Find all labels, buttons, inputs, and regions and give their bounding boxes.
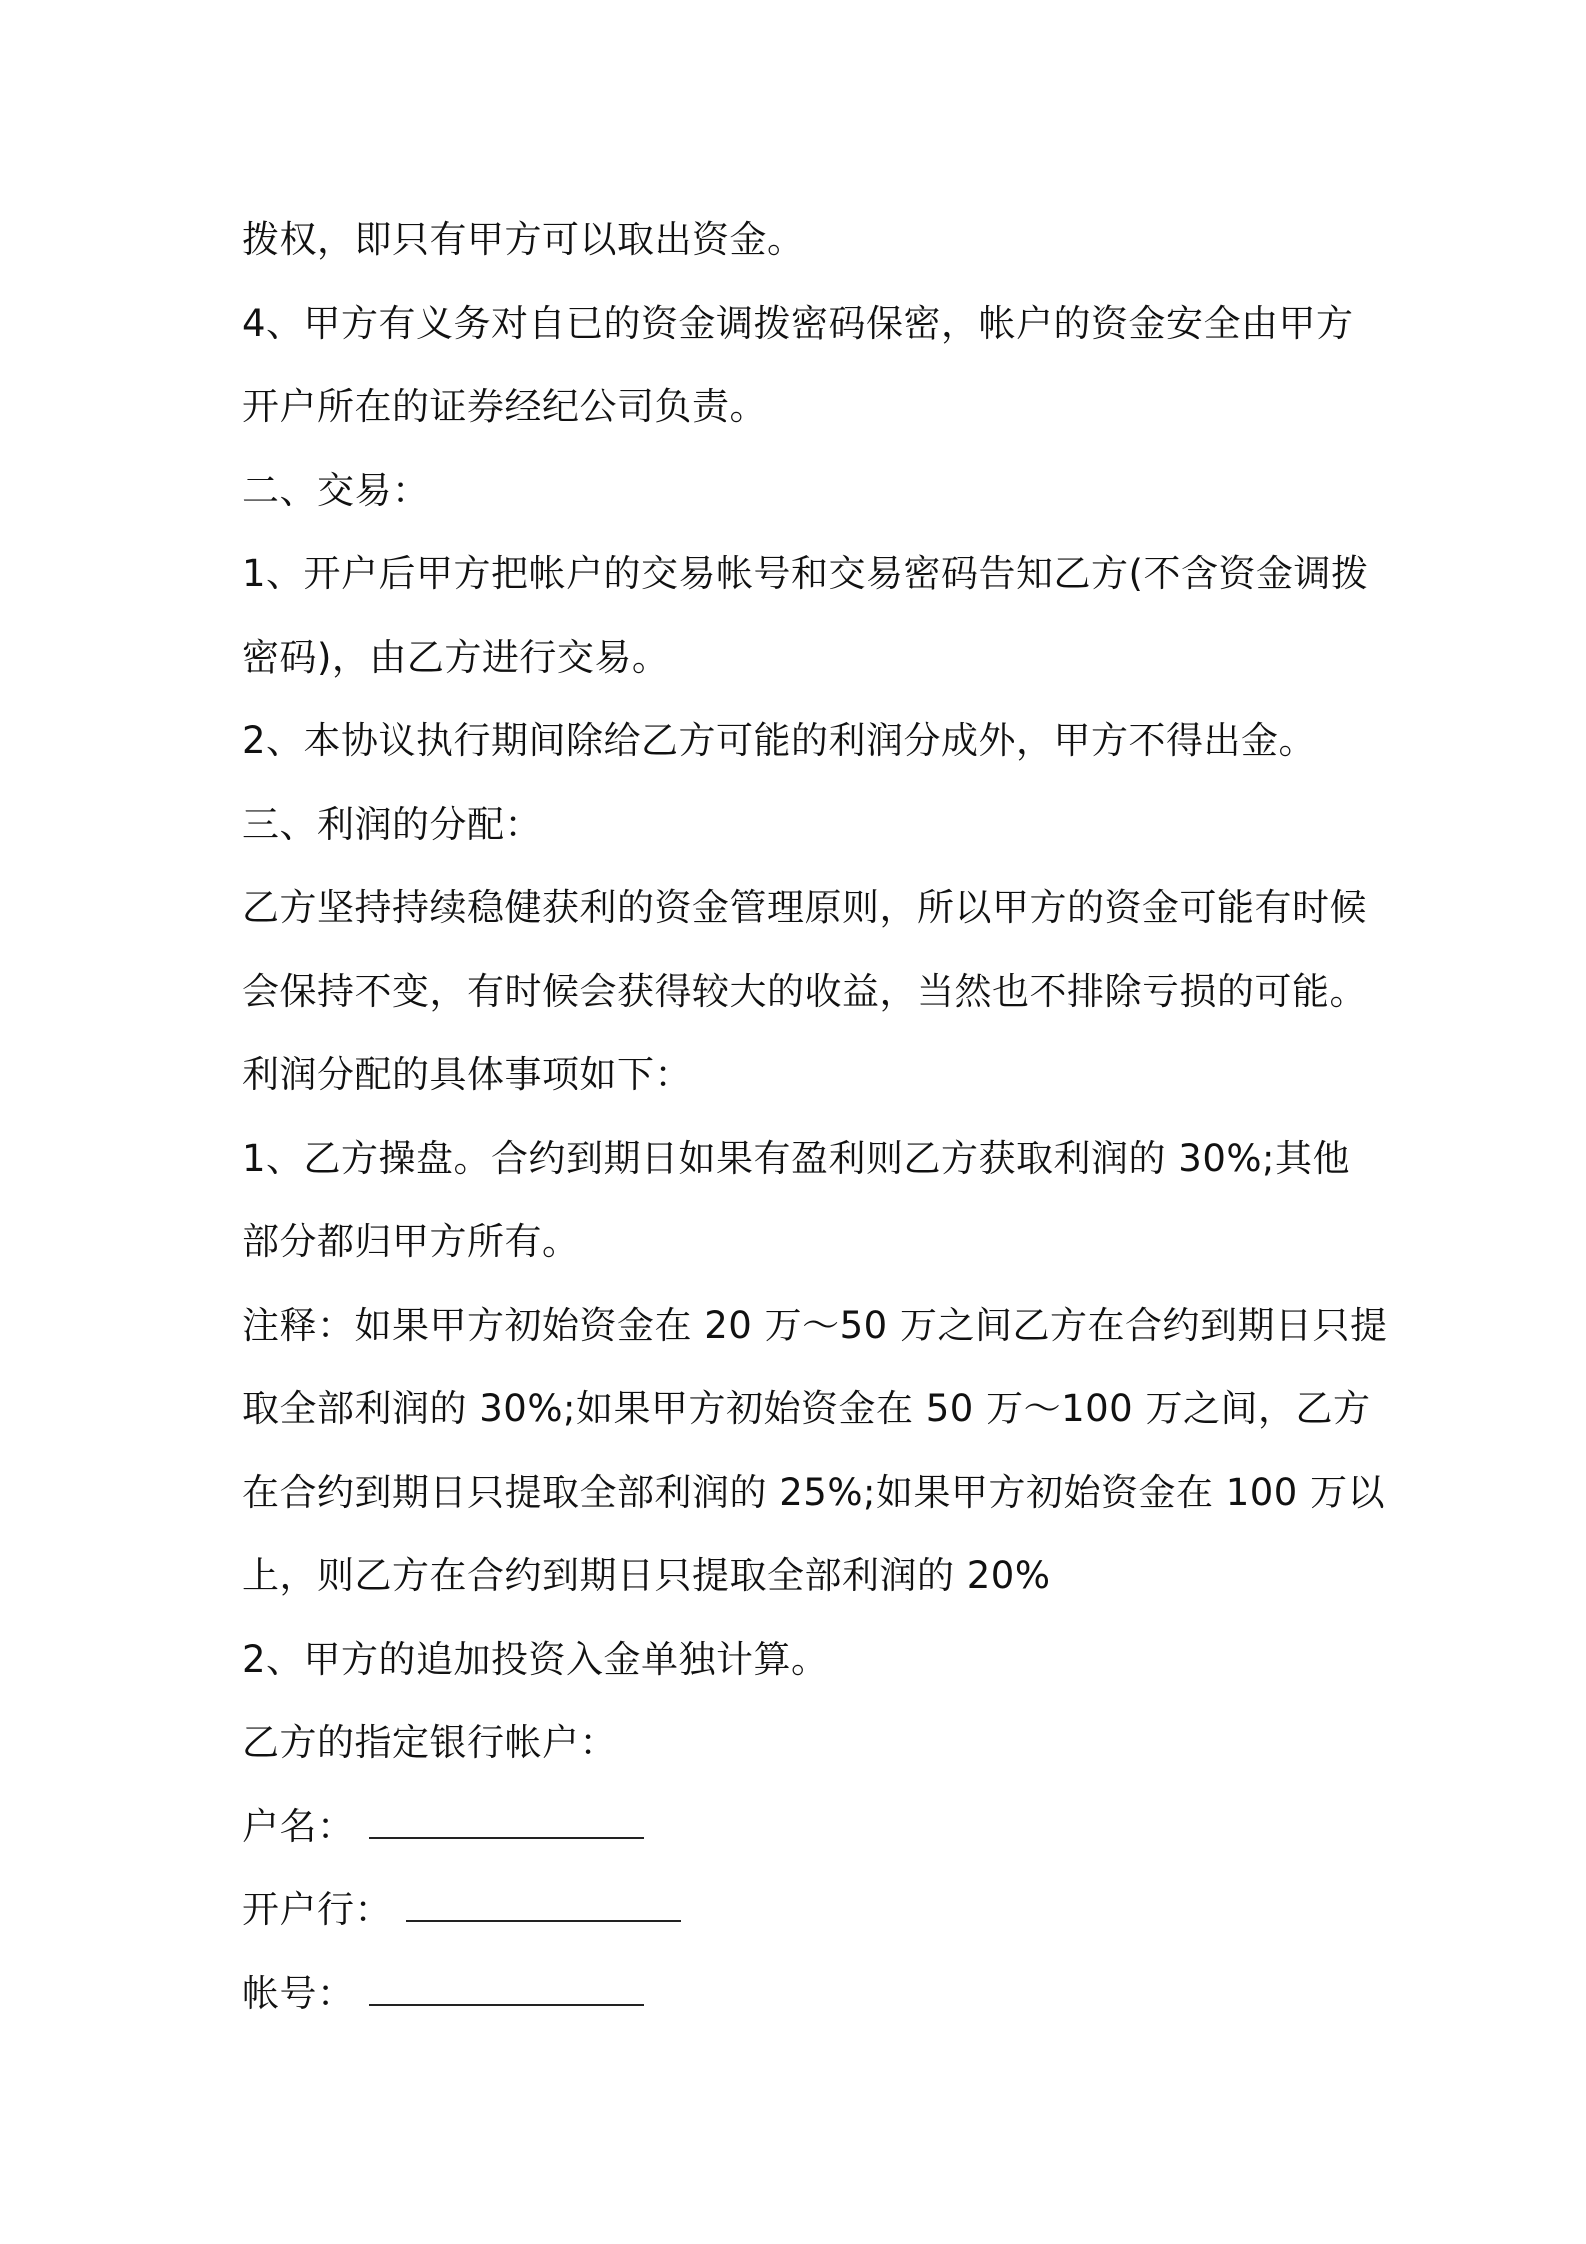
contract-text: [242, 198, 1388, 2035]
text-line-12: 1、乙方操盘。合约到期日如果有盈利则乙方获取利润的 30%;其他: [242, 1136, 1351, 1180]
note-line-4: 上，则乙方在合约到期日只提取全部利润的 20%: [242, 1554, 1051, 1597]
text-line-9: 乙方坚持持续稳健获利的资金管理原则，所以甲方的资金可能有时候: [242, 886, 1367, 929]
text-line-5: 1、开户后甲方把帐户的交易帐号和交易密码告知乙方(不含资金调拨: [242, 552, 1369, 595]
section-heading-profit: 三、利润的分配：: [242, 802, 542, 846]
bank-blank[interactable]: [406, 1890, 681, 1922]
note-line-2: 取全部利润的 30%;如果甲方初始资金在 50 万～100 万之间，乙方: [242, 1387, 1371, 1430]
bank-row: [242, 1868, 1372, 1952]
text-line-2: 4、甲方有义务对自已的资金调拨密码保密，帐户的资金安全由甲方: [242, 301, 1354, 345]
account-name-label: 户名：: [242, 1804, 355, 1848]
account-name-row: [242, 1785, 1372, 1869]
account-number-label: 帐号：: [242, 1971, 355, 2015]
note-line-3: 在合约到期日只提取全部利润的 25%;如果甲方初始资金在 100 万以: [242, 1470, 1386, 1514]
bank-label: 开户行：: [242, 1888, 392, 1931]
account-number-row: [242, 1952, 1372, 2036]
text-line-13: 部分都归甲方所有。: [242, 1220, 580, 1263]
text-line-3: 开户所在的证券经纪公司负责。: [242, 385, 767, 428]
note-line-1: 注释：如果甲方初始资金在 20 万～50 万之间乙方在合约到期日只提: [242, 1303, 1388, 1347]
text-line-6: 密码)，由乙方进行交易。: [242, 635, 670, 679]
account-number-blank[interactable]: [369, 1974, 644, 2006]
text-line-10: 会保持不变，有时候会获得较大的收益，当然也不排除亏损的可能。: [242, 969, 1367, 1013]
text-line-11: 利润分配的具体事项如下：: [242, 1053, 692, 1096]
text-line-7: 2、本协议执行期间除给乙方可能的利润分成外，甲方不得出金。: [242, 719, 1317, 762]
account-name-blank[interactable]: [369, 1807, 644, 1839]
text-line-18: 2、甲方的追加投资入金单独计算。: [242, 1637, 829, 1681]
bank-account-heading: 乙方的指定银行帐户：: [242, 1721, 617, 1764]
section-heading-trading: 二、交易：: [242, 468, 430, 512]
text-line-1: 拨权，即只有甲方可以取出资金。: [242, 218, 805, 261]
